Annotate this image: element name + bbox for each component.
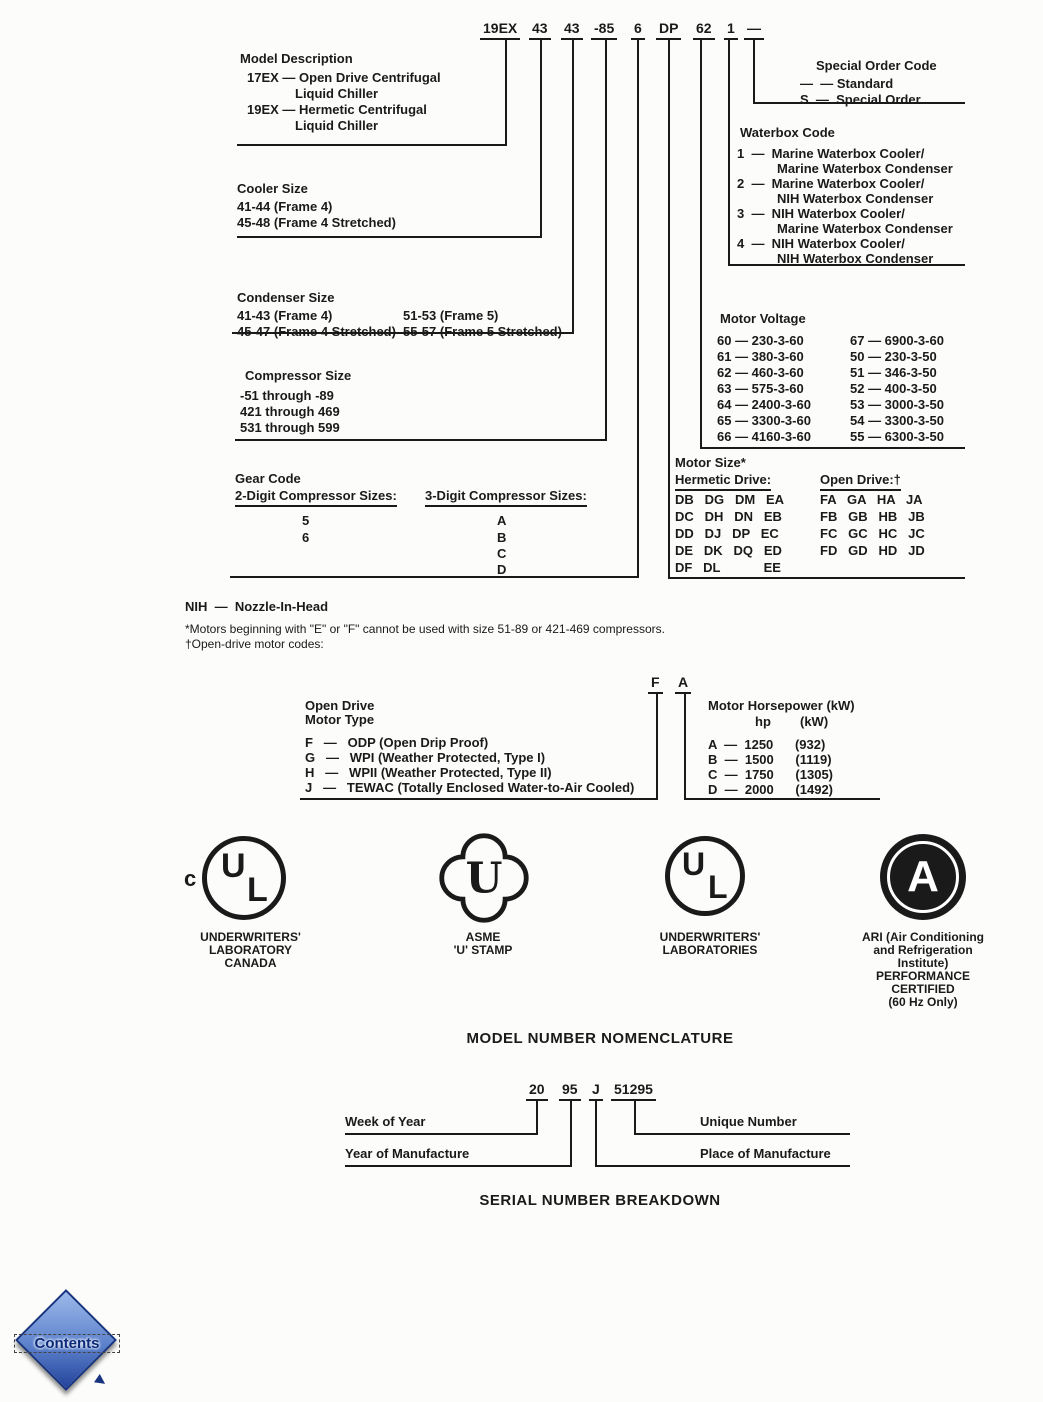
connector-line xyxy=(595,1165,850,1167)
motor-voltage-cell: 53 — 3000-3-50 xyxy=(850,397,944,412)
connector-line xyxy=(572,40,574,334)
gear-code-value: C xyxy=(497,546,507,561)
motor-size-open-header: Open Drive:† xyxy=(820,473,901,491)
connector-line xyxy=(700,40,702,449)
ul-label: UNDERWRITERS' xyxy=(659,930,761,944)
connector-line xyxy=(637,40,639,578)
condenser-size-cell: 51-53 (Frame 5) xyxy=(403,308,499,323)
section-title-model-description: Model Description xyxy=(240,51,353,66)
section-title-condenser-size: Condenser Size xyxy=(237,290,335,305)
section-title-compressor-size: Compressor Size xyxy=(245,368,352,383)
model-number-segment: 43 xyxy=(529,20,551,40)
connector-line xyxy=(668,577,965,579)
horsepower-col-hp: hp xyxy=(755,714,771,729)
connector-line xyxy=(237,144,507,146)
open-drive-letter-a: A xyxy=(675,674,691,694)
motor-voltage-cell: 52 — 400-3-50 xyxy=(850,381,937,396)
waterbox-item: NIH Waterbox Condenser xyxy=(777,251,934,266)
ari-label: ARI (Air Conditioning xyxy=(862,930,984,944)
motor-voltage-cell: 62 — 460-3-60 xyxy=(717,365,804,380)
motor-size-row: DF DL EE xyxy=(675,560,781,575)
motor-type-title: Open Drive xyxy=(305,698,375,713)
motor-size-row: DE DK DQ ED xyxy=(675,543,782,558)
model-number-segment: 6 xyxy=(631,20,645,40)
ari-logo-icon xyxy=(880,834,966,920)
footnote-open-drive: †Open-drive motor codes: xyxy=(185,637,324,651)
ul-mark-u: U xyxy=(682,846,706,882)
connector-line xyxy=(656,694,658,800)
motor-type-item: H — WPII (Weather Protected, Type II) xyxy=(305,765,552,780)
contents-label: Contents xyxy=(14,1334,120,1353)
cooler-size-line: 45-48 (Frame 4 Stretched) xyxy=(237,215,396,230)
waterbox-item: 4 — NIH Waterbox Cooler/ xyxy=(737,236,905,251)
gear-code-col1-header: 2-Digit Compressor Sizes: xyxy=(235,489,397,507)
gear-code-col2-header: 3-Digit Compressor Sizes: xyxy=(425,489,587,507)
motor-voltage-cell: 50 — 230-3-50 xyxy=(850,349,937,364)
motor-voltage-cell: 67 — 6900-3-60 xyxy=(850,333,944,348)
condenser-size-cell: 45-47 (Frame 4 Stretched) xyxy=(237,324,396,339)
caption-serial-number-breakdown: SERIAL NUMBER BREAKDOWN xyxy=(479,1192,721,1209)
motor-size-row: FC GC HC JC xyxy=(820,526,925,541)
model-number-segment: -85 xyxy=(591,20,617,40)
model-number-segment: — xyxy=(744,20,764,40)
model-description-line: 17EX — Open Drive Centrifugal xyxy=(247,70,441,85)
connector-line xyxy=(345,1165,570,1167)
motor-size-row: FD GD HD JD xyxy=(820,543,925,558)
motor-voltage-cell: 60 — 230-3-60 xyxy=(717,333,804,348)
horsepower-col-kw: (kW) xyxy=(800,714,829,729)
gear-code-value: D xyxy=(497,562,507,577)
motor-voltage-cell: 64 — 2400-3-60 xyxy=(717,397,811,412)
ul-mark-u: U xyxy=(221,847,246,885)
ari-label: Institute) xyxy=(897,956,949,970)
serial-segment: J xyxy=(589,1081,603,1101)
horsepower-title: Motor Horsepower (kW) xyxy=(708,698,855,713)
connector-line xyxy=(300,798,658,800)
connector-line xyxy=(570,1101,572,1167)
connector-line xyxy=(605,40,607,441)
model-number-segment: DP xyxy=(656,20,681,40)
connector-line xyxy=(728,40,730,266)
compressor-size-line: 531 through 599 xyxy=(240,420,340,435)
waterbox-item: NIH Waterbox Condenser xyxy=(777,191,934,206)
waterbox-item: 3 — NIH Waterbox Cooler/ xyxy=(737,206,905,221)
connector-line xyxy=(230,576,639,578)
gear-code-value: B xyxy=(497,530,507,545)
waterbox-item: 2 — Marine Waterbox Cooler/ xyxy=(737,176,925,191)
connector-line xyxy=(237,236,542,238)
svg-text:U: U xyxy=(465,852,503,903)
motor-voltage-cell: 55 — 6300-3-50 xyxy=(850,429,944,444)
ul-label: LABORATORIES xyxy=(662,943,758,957)
motor-voltage-cell: 51 — 346-3-50 xyxy=(850,365,937,380)
caption-model-number-nomenclature: MODEL NUMBER NOMENCLATURE xyxy=(466,1030,734,1047)
horsepower-row: D — 2000 (1492) xyxy=(708,782,834,797)
ul-canada-logo-icon xyxy=(202,836,286,920)
model-number-segment: 19EX xyxy=(480,20,520,40)
serial-label-unique: Unique Number xyxy=(700,1114,797,1129)
connector-line xyxy=(536,1101,538,1135)
ul-canada-label: LABORATORY xyxy=(208,943,293,957)
gear-code-value: 6 xyxy=(302,530,310,545)
ul-canada-c-prefix: c xyxy=(184,866,197,891)
section-title-waterbox-code: Waterbox Code xyxy=(740,125,835,140)
motor-voltage-cell: 54 — 3300-3-50 xyxy=(850,413,944,428)
motor-type-title: Motor Type xyxy=(305,712,375,727)
cooler-size-line: 41-44 (Frame 4) xyxy=(237,199,333,214)
connector-line xyxy=(345,1133,536,1135)
connector-line xyxy=(684,798,880,800)
serial-label-year: Year of Manufacture xyxy=(345,1146,470,1161)
ari-label: and Refrigeration xyxy=(873,943,973,957)
connector-line xyxy=(595,1101,597,1167)
motor-voltage-cell: 66 — 4160-3-60 xyxy=(717,429,811,444)
ul-mark-l: L xyxy=(247,871,268,909)
horsepower-row: C — 1750 (1305) xyxy=(708,767,834,782)
condenser-size-cell: 41-43 (Frame 4) xyxy=(237,308,333,323)
special-order-line: S — Special Order xyxy=(800,92,921,107)
connector-line xyxy=(540,40,542,238)
motor-size-row: DD DJ DP EC xyxy=(675,526,779,541)
serial-segment: 51295 xyxy=(611,1081,656,1101)
motor-type-item: G — WPI (Weather Protected, Type I) xyxy=(305,750,546,765)
waterbox-item: Marine Waterbox Condenser xyxy=(777,221,953,236)
horsepower-row: A — 1250 (932) xyxy=(708,737,826,752)
model-number-segment: 62 xyxy=(693,20,715,40)
gear-code-value: A xyxy=(497,513,507,528)
asme-label: ASME xyxy=(465,930,501,944)
asme-label: 'U' STAMP xyxy=(453,943,513,957)
motor-type-item: F — ODP (Open Drip Proof) xyxy=(305,735,489,750)
ul-logo-icon xyxy=(665,836,745,916)
motor-size-row: DB DG DM EA xyxy=(675,492,785,507)
ul-canada-label: CANADA xyxy=(224,956,277,970)
serial-segment: 20 xyxy=(526,1081,548,1101)
connector-line xyxy=(668,40,670,579)
ul-canada-label: UNDERWRITERS' xyxy=(200,930,301,944)
ari-label: CERTIFIED xyxy=(891,982,955,996)
model-description-line: 19EX — Hermetic Centrifugal xyxy=(247,102,427,117)
gear-code-value: 5 xyxy=(302,513,310,528)
contents-button[interactable] xyxy=(8,1294,128,1400)
serial-segment: 95 xyxy=(559,1081,581,1101)
motor-voltage-cell: 65 — 3300-3-60 xyxy=(717,413,811,428)
condenser-size-cell: 55-57 (Frame 5 Stretched) xyxy=(403,324,562,339)
ari-label: (60 Hz Only) xyxy=(888,995,958,1009)
motor-size-row: FA GA HA JA xyxy=(820,492,923,507)
connector-line xyxy=(634,1101,636,1135)
compressor-size-line: -51 through -89 xyxy=(240,388,334,403)
motor-voltage-cell: 63 — 575-3-60 xyxy=(717,381,804,396)
asme-u-stamp-icon xyxy=(436,830,532,926)
serial-label-place: Place of Manufacture xyxy=(700,1146,831,1161)
motor-size-row: DC DH DN EB xyxy=(675,509,782,524)
motor-voltage-cell: 61 — 380-3-60 xyxy=(717,349,804,364)
horsepower-row: B — 1500 (1119) xyxy=(708,752,832,767)
contents-arrow-icon xyxy=(94,1374,108,1388)
model-number-segment: 43 xyxy=(561,20,583,40)
connector-line xyxy=(684,694,686,800)
connector-line xyxy=(235,439,607,441)
connector-line xyxy=(753,40,755,104)
serial-label-week: Week of Year xyxy=(345,1114,426,1129)
waterbox-item: 1 — Marine Waterbox Cooler/ xyxy=(737,146,925,161)
section-title-cooler-size: Cooler Size xyxy=(237,181,308,196)
ari-label: PERFORMANCE xyxy=(875,969,970,983)
motor-size-hermetic-header: Hermetic Drive: xyxy=(675,473,771,491)
motor-type-item: J — TEWAC (Totally Enclosed Water-to-Air Cooled) xyxy=(305,780,635,795)
section-title-gear-code: Gear Code xyxy=(235,471,301,486)
ari-mark-a: A xyxy=(907,852,939,901)
ul-mark-l: L xyxy=(708,869,728,905)
open-drive-letter-f: F xyxy=(648,674,663,694)
footnote-motors: *Motors beginning with "E" or "F" cannot be used with size 51-89 or 421-469 compressors. xyxy=(185,622,665,636)
compressor-size-line: 421 through 469 xyxy=(240,404,340,419)
model-number-segment: 1 xyxy=(724,20,738,40)
special-order-line: — — Standard xyxy=(800,76,894,91)
connector-line xyxy=(505,40,507,146)
connector-line xyxy=(634,1133,850,1135)
connector-line xyxy=(700,447,965,449)
section-title-motor-voltage: Motor Voltage xyxy=(720,311,806,326)
section-title-special-order-code: Special Order Code xyxy=(816,58,937,73)
section-title-motor-size: Motor Size* xyxy=(675,455,746,470)
waterbox-item: Marine Waterbox Condenser xyxy=(777,161,953,176)
motor-size-row: FB GB HB JB xyxy=(820,509,925,524)
note-nih: NIH — Nozzle-In-Head xyxy=(185,599,329,614)
model-description-line: Liquid Chiller xyxy=(295,86,379,101)
model-description-line: Liquid Chiller xyxy=(295,118,379,133)
